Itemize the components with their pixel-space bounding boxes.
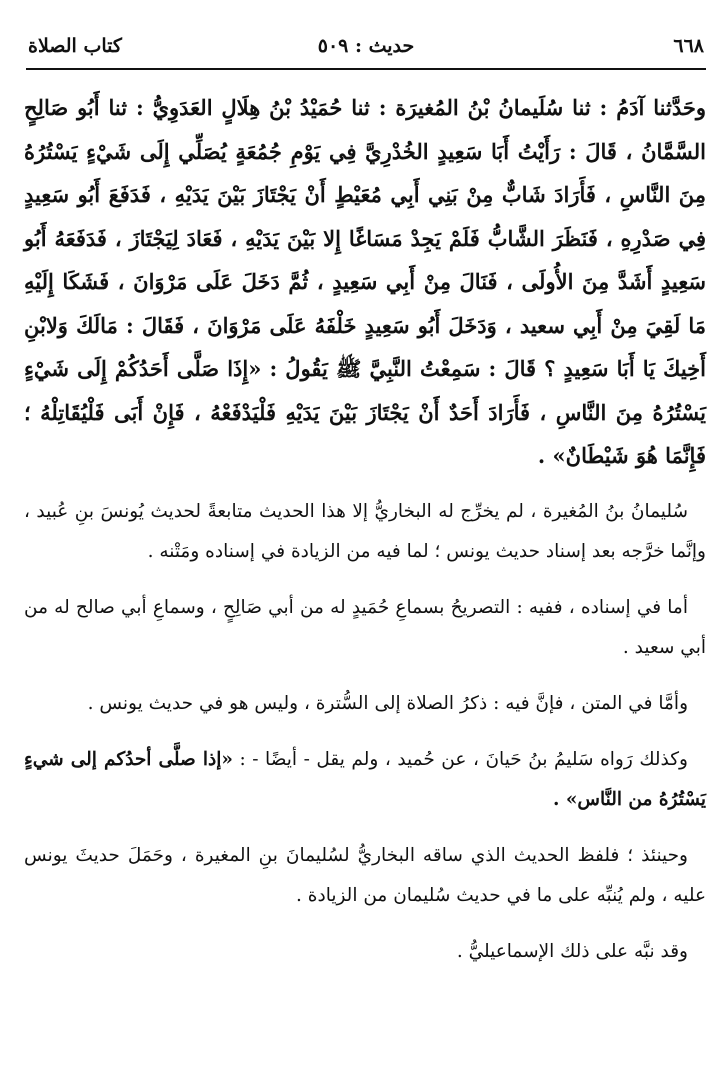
commentary-paragraph-4-text: وكذلك رَواه سَليمُ بنُ حَيانَ ، عن حُميد ، ولم يقل - أيضًا - :	[239, 749, 688, 770]
header-rule	[26, 68, 706, 70]
page-header	[28, 28, 704, 64]
book-title: كتاب الصلاة	[28, 35, 122, 57]
commentary-paragraph-4	[24, 740, 706, 820]
commentary-paragraph-5: وحينئذ ؛ فلفظ الحديث الذي ساقه البخاريُّ لسُليمانَ بنِ المغيرة ، وحَمَلَ حديثَ يونس عليه ، ولم يُنبِّه على ما في حديث سُليمان من الزيادة .	[24, 845, 706, 906]
page-number: ٦٦٨	[673, 35, 704, 57]
commentary-block	[24, 492, 706, 972]
commentary-paragraph-6: وقد نبَّه على ذلك الإسماعيليُّ .	[456, 941, 688, 962]
commentary-paragraph-2: أما في إسناده ، ففيه : التصريحُ بسماعِ حُمَيدٍ له من أبي صَالِحٍ ، وسماعِ أبي صالح له من أبي سعيد .	[24, 597, 706, 658]
commentary-paragraph-3: وأمَّا في المتن ، فإنَّ فيه : ذكرُ الصلاة إلى السُّترة ، وليس هو في حديث يونس .	[87, 693, 688, 714]
hadith-text: وحَدَّثنا آدَمُ : ثنا سُلَيمانُ بْنُ المُغيرَة : ثنا حُمَيْدُ بْنُ هِلَالٍ العَدَوِيُّ : ثنا أَبُو صَالِحٍ السَّمَّانُ ، قَالَ : رَأَيْتُ أَبَا سَعِيدٍ الخُدْرِيَّ فِي يَوْمِ جُمُعَةٍ يُصَلِّي إِلَى شَيْءٍ يَسْتُرُهُ مِنَ النَّاسِ ، فَأَرَادَ شَابٌّ مِنْ بَنِي أَبِي مُعَيْطٍ أَنْ يَجْتَازَ بَيْنَ يَدَيْهِ ، فَدَفَعَ أَبُو سَعِيدٍ فِي صَدْرِهِ ، فَنَظَرَ الشَّابُّ فَلَمْ يَجِدْ مَسَاغًا إِلا بَيْنَ يَدَيْهِ ، فَعَادَ لِيَجْتَازَ ، فَدَفَعَهُ أَبُو سَعِيدٍ أَشَدَّ مِنَ الأُولَى ، فَنَالَ مِنْ أَبِي سَعِيدٍ ، ثُمَّ دَخَلَ عَلَى مَرْوَانَ ، فَشَكَا إِلَيْهِ مَا لَقِيَ مِنْ أَبِي سعيد ، وَدَخَلَ أَبُو سَعِيدٍ خَلْفَهُ عَلَى مَرْوَانَ ، فَقَالَ : مَالَكَ وَلابْنِ أَخِيكَ يَا أَبَا سَعِيدٍ ؟ قَالَ : سَمِعْتُ النَّبِيَّ ﷺ يَقُولُ : «إِذَا صَلَّى أَحَدُكُمْ إِلَى شَيْءٍ يَسْتُرُهُ مِنَ النَّاسِ ، فَأَرَادَ أَحَدٌ أَنْ يَجْتَازَ بَيْنَ يَدَيْهِ فَلْيَدْفَعْهُ ، فَإِنْ أَبَى فَلْيُقَاتِلْهُ ؛ فَإِنَّمَا هُوَ شَيْطَانٌ» .	[24, 95, 706, 468]
quoted-hadith-fragment: «إذا صلَّى أحدُكم إلى شيءٍ يَسْتُرُهُ من النَّاس» .	[24, 749, 706, 810]
hadith-reference: حديث : ٥٠٩	[317, 35, 415, 57]
commentary-paragraph-1: سُليمانُ بنُ المُغيرة ، لم يخرِّج له البخاريُّ إلا هذا الحديث متابعةً لحديث يُونسَ بنِ عُبيد ، وإنَّما خرَّجه بعد إسناد حديث يونس ؛ لما فيه من الزيادة في إسناده ومَتْنه .	[24, 501, 706, 562]
